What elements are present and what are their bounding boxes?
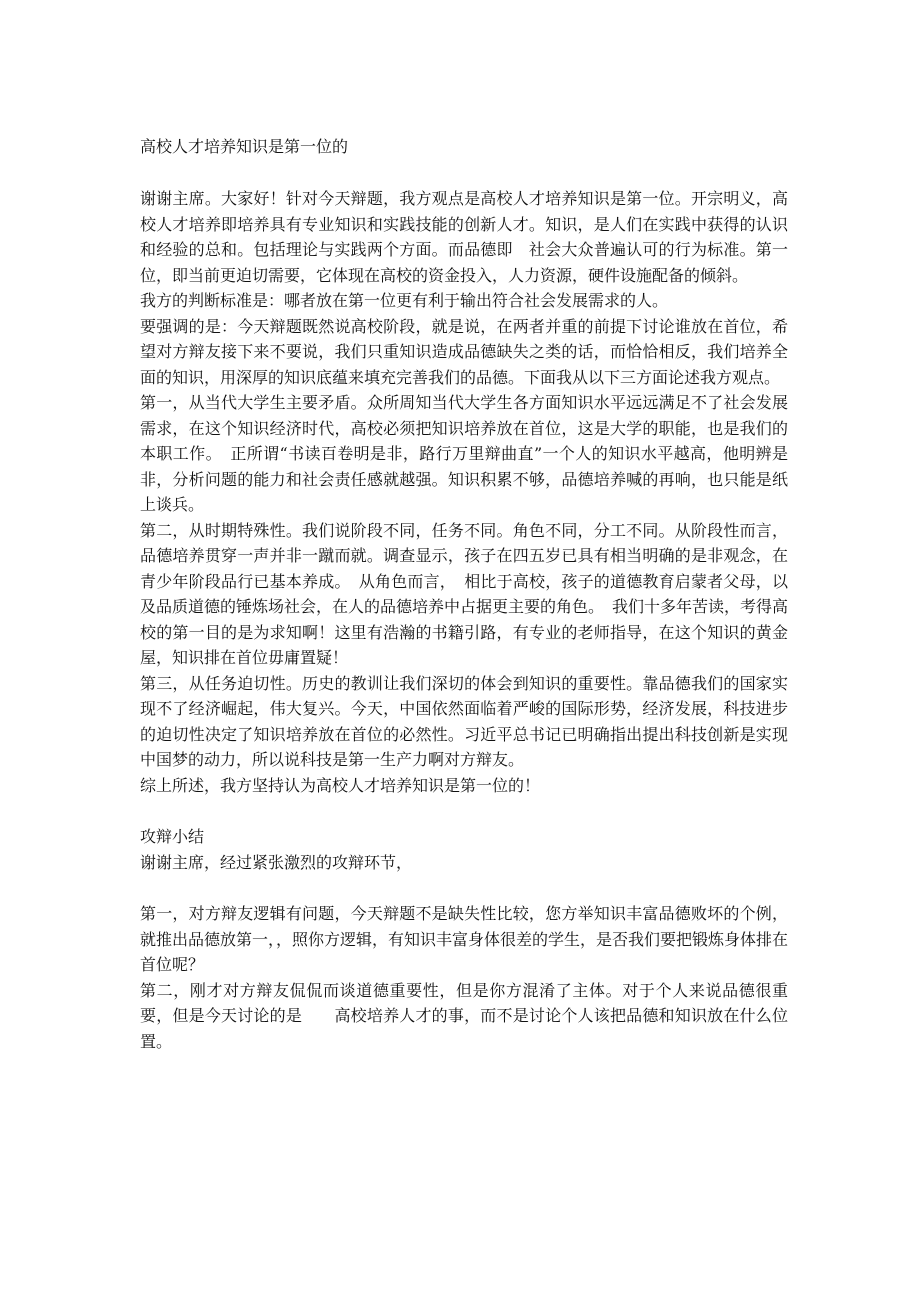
opening-statement [140,186,788,798]
spacer [140,875,788,901]
spacer [140,798,788,824]
document-title: 高校人才培养知识是第一位的 [140,137,349,156]
summary-intro: 谢谢主席，经过紧张激烈的攻辩环节， [140,852,413,872]
opening-paragraph-3: 要强调的是：今天辩题既然说高校阶段，就是说，在两者并重的前提下讨论谁放在首位，希望对方辩友接下来不要说，我们只重知识造成品德缺失之类的话，而恰恰相反，我们培养全面的知识，用深厚的知识底蕴来填充完善我们的品德。下面我从以下三方面论述我方观点。 [140,316,788,387]
opening-paragraph-1: 谢谢主席。大家好！针对今天辩题，我方观点是高校人才培养知识是第一位。开宗明义，高校人才培养即培养具有专业知识和实践技能的创新人才。知识，是人们在实践中获得的认识和经验的总和。包括理论与实践两个方面。而品德即 社会大众普遍认可的行为标准。第一位，即当前更迫切需要，它体现在高校的资金投入，人力资源，硬件设施配备的倾斜。 [140,189,788,285]
summary-heading: 攻辩小结 [140,827,205,846]
summary-section [140,824,788,1054]
summary-paragraph-2: 第二，刚才对方辩友侃侃而谈道德重要性，但是你方混淆了主体。对于个人来说品德很重要，但是今天讨论的是 高校培养人才的事，而不是讨论个人该把品德和知识放在什么位置。 [140,980,788,1051]
summary-paragraph-1: 第一，对方辩友逻辑有问题，今天辩题不是缺失性比较，您方举知识丰富品德败坏的个例，就推出品德放第一，，照你方逻辑，有知识丰富身体很差的学生，是否我们要把锻炼身体排在首位呢？ [140,904,789,974]
opening-paragraph-5: 第二，从时期特殊性。我们说阶段不同，任务不同。角色不同，分工不同。从阶段性而言，品德培养贯穿一声并非一蹴而就。调查显示，孩子在四五岁已具有相当明确的是非观念，在青少年阶段品行已基本养成。 从角色而言， 相比于高校，孩子的道德教育启蒙者父母，以及品质道德的锤炼场社会，在人的品德培养中占据更主要的角色。 我们十多年苦读，考得高校的第一目的是为求知啊！这里有浩瀚的书籍引路，有专业的老师指导，在这个知识的黄金屋，知识排在首位毋庸置疑！ [140,520,789,667]
opening-paragraph-4: 第一，从当代大学生主要矛盾。众所周知当代大学生各方面知识水平远远满足不了社会发展需求，在这个知识经济时代，高校必须把知识培养放在首位，这是大学的职能，也是我们的本职工作。 正所谓“书读百卷明是非，路行万里辩曲直”一个人的知识水平越高，他明辨是非，分析问题的能力和社会责任感就越强。知识积累不够，品德培养喊的再响，也只能是纸上谈兵。 [140,393,788,514]
document-page [140,134,788,1054]
opening-paragraph-2: 我方的判断标准是：哪者放在第一位更有利于输出符合社会发展需求的人。 [140,291,669,310]
opening-paragraph-6: 第三，从任务迫切性。历史的教训让我们深切的体会到知识的重要性。靠品德我们的国家实现不了经济崛起，伟大复兴。今天，中国依然面临着严峻的国际形势，经济发展，科技进步的迫切性决定了知识培养放在首位的必然性。习近平总书记已明确指出提出科技创新是实现中国梦的动力，所以说科技是第一生产力啊对方辩友。 [140,673,788,769]
opening-conclusion: 综上所述，我方坚持认为高校人才培养知识是第一位的！ [140,775,541,795]
